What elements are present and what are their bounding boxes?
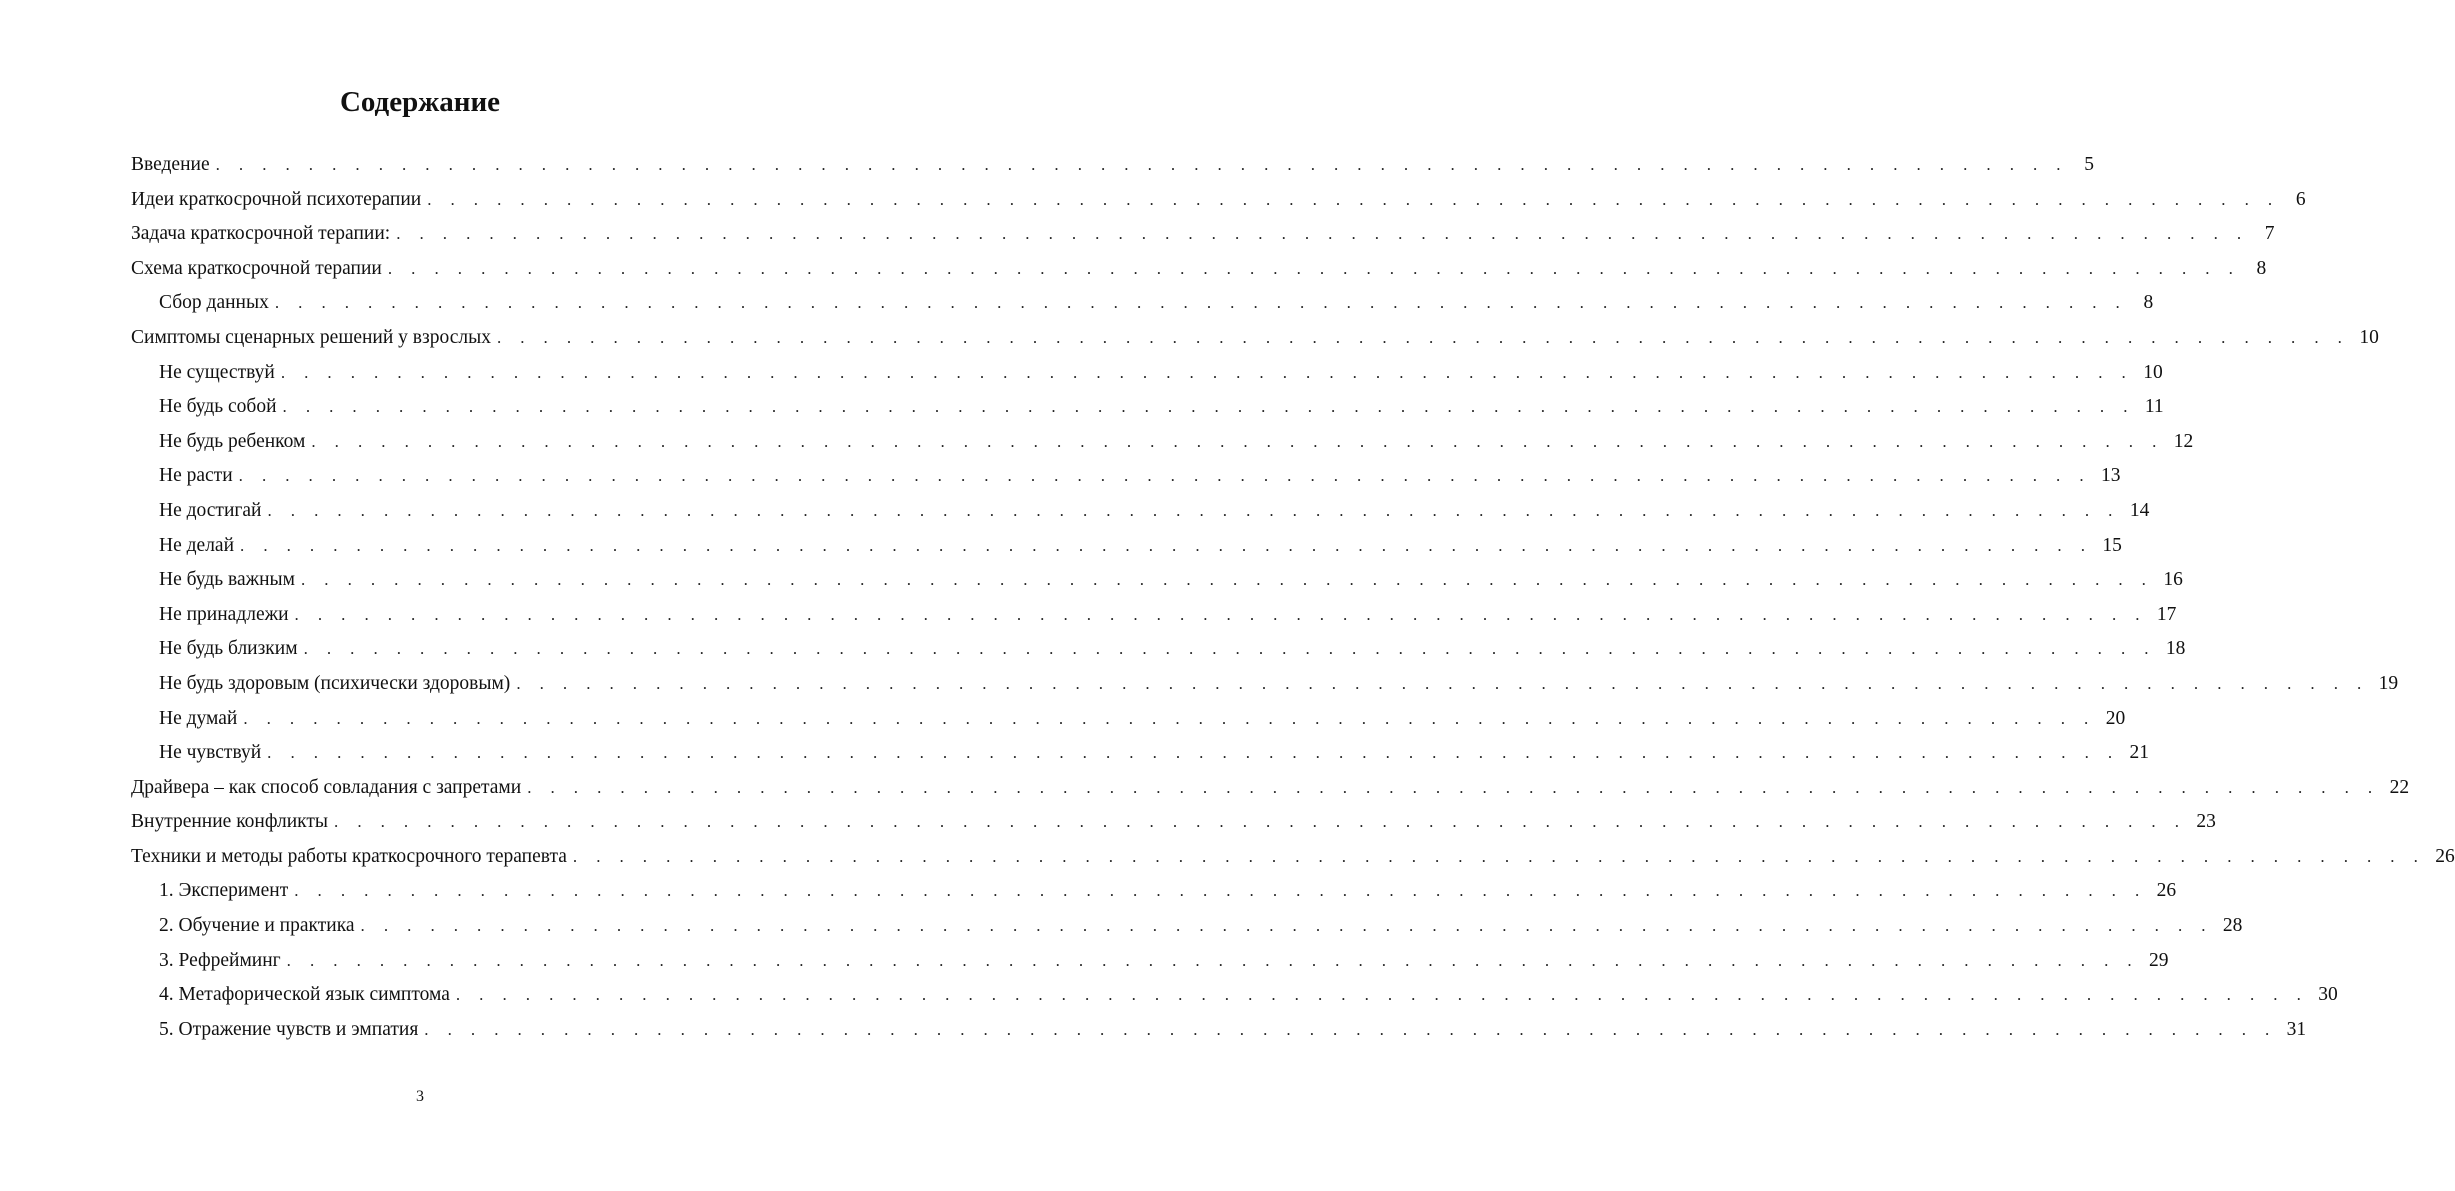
toc-entry[interactable] — [131, 286, 2154, 321]
toc-entry-label: 5. Отражение чувств и эмпатия — [159, 1018, 419, 1040]
toc-entry[interactable] — [131, 356, 2163, 391]
toc-entry-page: 16 — [2163, 569, 2183, 591]
toc-entry[interactable] — [131, 148, 2094, 183]
toc-entry-label: Симптомы сценарных решений у взрослых — [131, 326, 491, 348]
toc-entry-label: Не существуй — [159, 361, 275, 383]
toc-dot-leader: . . . . . . . . . . . . . . . . . . . . . . . . . . . . . . . . . . . . . . . . . . . . . . . . . . . . . . . . . . . . . . . . . . . . . . . . . . . . . . . . — [282, 397, 2135, 417]
toc-entry[interactable] — [131, 667, 2399, 702]
toc-entry[interactable] — [131, 321, 2379, 356]
toc-entry-page: 5 — [2084, 154, 2094, 175]
toc-entry-label: Не думай — [159, 707, 238, 729]
toc-dot-leader: . . . . . . . . . . . . . . . . . . . . . . . . . . . . . . . . . . . . . . . . . . . . . . . . . . . . . . . . . . . . . . . . . . . . . . . . . . . . . . . . — [427, 189, 2280, 209]
toc-entry-label: Не чувствуй — [159, 742, 262, 764]
toc-entry-page: 22 — [2389, 776, 2410, 798]
toc-entry-page: 30 — [2318, 984, 2338, 1006]
toc-entry-label: Не будь близким — [159, 638, 298, 660]
toc-entry-page: 10 — [2143, 361, 2163, 383]
toc-dot-leader: . . . . . . . . . . . . . . . . . . . . . . . . . . . . . . . . . . . . . . . . . . . . . . . . . . . . . . . . . . . . . . . . . . . . . . . . . . . . . . . . — [280, 362, 2134, 382]
toc-entry[interactable] — [131, 805, 2216, 840]
toc-dot-leader: . . . . . . . . . . . . . . . . . . . . . . . . . . . . . . . . . . . . . . . . . . . . . . . . . . . . . . . . . . . . . . . . . . . . . . . . . . . . . . . . — [274, 293, 2128, 313]
toc-dot-leader: . . . . . . . . . . . . . . . . . . . . . . . . . . . . . . . . . . . . . . . . . . . . . . . . . . . . . . . . . . . . . . . . . . . . . . . . . . . . . . . . — [424, 1019, 2277, 1039]
toc-entry[interactable] — [131, 978, 2338, 1013]
toc-entry-page: 29 — [2149, 949, 2169, 971]
toc-dot-leader: . . . . . . . . . . . . . . . . . . . . . . . . . . . . . . . . . . . . . . . . . . . . . . . . . . . . . . . . . . . . . . . . . . . . . . . . . . . . . . . . — [496, 327, 2350, 347]
toc-dot-leader: . . . . . . . . . . . . . . . . . . . . . . . . . . . . . . . . . . . . . . . . . . . . . . . . . . . . . . . . . . . . . . . . . . . . . . . . . . . . . . . . — [516, 673, 2369, 693]
toc-entry-page: 6 — [2295, 188, 2306, 210]
toc-entry-page: 17 — [2156, 603, 2177, 625]
toc-entry-page: 14 — [2129, 499, 2150, 521]
toc-entry[interactable] — [131, 702, 2126, 737]
toc-dot-leader: . . . . . . . . . . . . . . . . . . . . . . . . . . . . . . . . . . . . . . . . . . . . . . . . . . . . . . . . . . . . . . . . . . . . . . . . . . . . . . . . — [240, 535, 2093, 555]
toc-entry[interactable] — [131, 771, 2410, 806]
toc-dot-leader: . . . . . . . . . . . . . . . . . . . . . . . . . . . . . . . . . . . . . . . . . . . . . . . . . . . . . . . . . . . . . . . . . . . . . . . . . . . . . . . . — [267, 500, 2120, 520]
toc-entry-label: Внутренние конфликты — [131, 811, 329, 833]
toc-entry[interactable] — [131, 425, 2194, 460]
toc-entry-label: Драйвера – как способ совладания с запретами — [131, 776, 522, 798]
toc-entry-page: 15 — [2102, 534, 2122, 556]
toc-entry-label: Задача краткосрочной терапии: — [131, 223, 391, 245]
toc-entry-label: Не будь собой — [159, 396, 277, 418]
toc-dot-leader: . . . . . . . . . . . . . . . . . . . . . . . . . . . . . . . . . . . . . . . . . . . . . . . . . . . . . . . . . . . . . . . . . . . . . . . . . . . . . . . . — [238, 466, 2091, 486]
toc-dot-leader: . . . . . . . . . . . . . . . . . . . . . . . . . . . . . . . . . . . . . . . . . . . . . . . . . . . . . . . . . . . . . . . . . . . . . . . . . . . . . . . . — [286, 950, 2140, 970]
toc-entry-page: 8 — [2143, 292, 2154, 314]
toc-entry-page: 7 — [2264, 223, 2275, 245]
toc-entry-label: 4. Метафорической язык симптома — [159, 984, 450, 1006]
toc-entry-page: 28 — [2222, 915, 2243, 937]
table-of-contents — [131, 148, 2455, 1047]
toc-entry-label: Не будь ребенком — [159, 430, 306, 452]
toc-dot-leader: . . . . . . . . . . . . . . . . . . . . . . . . . . . . . . . . . . . . . . . . . . . . . . . . . . . . . . . . . . . . . . . . . . . . . . . . . . . . . . . . — [294, 604, 2147, 624]
toc-dot-leader: . . . . . . . . . . . . . . . . . . . . . . . . . . . . . . . . . . . . . . . . . . . . . . . . . . . . . . . . . . . . . . . . . . . . . . . . . . . . . . . . — [527, 777, 2380, 797]
toc-entry[interactable] — [131, 736, 2150, 771]
toc-entry-label: 2. Обучение и практика — [159, 915, 355, 937]
toc-entry[interactable] — [131, 563, 2183, 598]
toc-entry-label: Не принадлежи — [159, 603, 289, 625]
toc-entry-page: 12 — [2173, 430, 2194, 452]
toc-entry-label: Не делай — [159, 534, 235, 556]
toc-entry-page: 26 — [2435, 845, 2455, 867]
toc-entry-page: 8 — [2256, 257, 2267, 279]
toc-entry[interactable] — [131, 944, 2169, 979]
toc-entry-label: 3. Рефрейминг — [159, 949, 281, 971]
toc-entry-label: Введение — [131, 154, 210, 175]
toc-entry-label: Техники и методы работы краткосрочного терапевта — [131, 845, 567, 867]
toc-dot-leader: . . . . . . . . . . . . . . . . . . . . . . . . . . . . . . . . . . . . . . . . . . . . . . . . . . . . . . . . . . . . . . . . . . . . . . . . . . . . . . . . — [455, 985, 2309, 1005]
toc-entry[interactable] — [131, 909, 2243, 944]
toc-entry[interactable] — [131, 598, 2177, 633]
toc-entry-label: Не будь здоровым (психически здоровым) — [159, 672, 511, 694]
toc-dot-leader: . . . . . . . . . . . . . . . . . . . . . . . . . . . . . . . . . . . . . . . . . . . . . . . . . . . . . . . . . . . . . . . . . . . . . . . . . . . . . . . . — [243, 708, 2096, 728]
toc-dot-leader: . . . . . . . . . . . . . . . . . . . . . . . . . . . . . . . . . . . . . . . . . . . . . . . . . . . . . . . . . . . . . . . . . . . . . . . . . . . . . . . . — [360, 916, 2213, 936]
toc-entry[interactable] — [131, 874, 2177, 909]
toc-entry-page: 31 — [2286, 1018, 2307, 1040]
toc-entry-label: Схема краткосрочной терапии — [131, 257, 382, 279]
toc-entry[interactable] — [131, 840, 2455, 875]
toc-entry-label: Идеи краткосрочной психотерапии — [131, 188, 422, 210]
toc-entry-page: 13 — [2101, 465, 2121, 487]
toc-entry-page: 21 — [2129, 742, 2150, 764]
toc-entry-page: 11 — [2144, 396, 2164, 418]
toc-entry[interactable] — [131, 390, 2164, 425]
toc-entry-page: 20 — [2105, 707, 2126, 729]
toc-dot-leader: . . . . . . . . . . . . . . . . . . . . . . . . . . . . . . . . . . . . . . . . . . . . . . . . . . . . . . . . . . . . . . . . . . . . . . . . . . . . . . . . — [267, 743, 2120, 763]
toc-dot-leader: . . . . . . . . . . . . . . . . . . . . . . . . . . . . . . . . . . . . . . . . . . . . . . . . . . . . . . . . . . . . . . . . . . . . . . . . . . . . . . . . — [303, 639, 2156, 659]
toc-dot-leader: . . . . . . . . . . . . . . . . . . . . . . . . . . . . . . . . . . . . . . . . . . . . . . . . . . . . . . . . . . . . . . . . . . . . . . . . . . . . . . . . — [572, 846, 2426, 866]
toc-entry-page: 26 — [2156, 880, 2177, 902]
toc-dot-leader: . . . . . . . . . . . . . . . . . . . . . . . . . . . . . . . . . . . . . . . . . . . . . . . . . . . . . . . . . . . . . . . . . . . . . . . . . . . . . . . . — [396, 224, 2249, 244]
toc-entry[interactable] — [131, 252, 2267, 287]
toc-entry-page: 19 — [2378, 672, 2399, 694]
toc-entry[interactable] — [131, 459, 2121, 494]
toc-dot-leader: . . . . . . . . . . . . . . . . . . . . . . . . . . . . . . . . . . . . . . . . . . . . . . . . . . . . . . . . . . . . . . . . . . . . . . . . . . . . . . . . — [334, 812, 2187, 832]
toc-entry-label: Не достигай — [159, 499, 262, 521]
toc-dot-leader: . . . . . . . . . . . . . . . . . . . . . . . . . . . . . . . . . . . . . . . . . . . . . . . . . . . . . . . . . . . . . . . . . . . . . . . . . . . . . . . . — [300, 570, 2154, 590]
toc-entry-label: Не расти — [159, 465, 233, 487]
toc-entry-label: 1. Эксперимент — [159, 880, 289, 902]
page-title: Содержание — [339, 86, 501, 118]
toc-entry[interactable] — [131, 494, 2150, 529]
toc-dot-leader: . . . . . . . . . . . . . . . . . . . . . . . . . . . . . . . . . . . . . . . . . . . . . . . . . . . . . . . . . . . . . . . . . . . . . . . . . . . . . . . . — [294, 881, 2147, 901]
toc-entry[interactable] — [131, 183, 2306, 218]
toc-dot-leader: . . . . . . . . . . . . . . . . . . . . . . . . . . . . . . . . . . . . . . . . . . . . . . . . . . . . . . . . . . . . . . . . . . . . . . . . . . . . . . . . — [311, 431, 2164, 451]
page-number: 3 — [416, 1088, 424, 1105]
toc-entry-page: 10 — [2359, 326, 2379, 348]
toc-dot-leader: . . . . . . . . . . . . . . . . . . . . . . . . . . . . . . . . . . . . . . . . . . . . . . . . . . . . . . . . . . . . . . . . . . . . . . . . . . . . . . . . — [215, 155, 2068, 174]
toc-entry-page: 18 — [2165, 638, 2186, 660]
toc-dot-leader: . . . . . . . . . . . . . . . . . . . . . . . . . . . . . . . . . . . . . . . . . . . . . . . . . . . . . . . . . . . . . . . . . . . . . . . . . . . . . . . . — [387, 258, 2241, 278]
toc-entry-label: Сбор данных — [159, 292, 269, 314]
toc-entry[interactable] — [131, 217, 2275, 252]
toc-entry[interactable] — [131, 632, 2186, 667]
toc-entry[interactable] — [131, 529, 2122, 564]
toc-entry-page: 23 — [2196, 811, 2216, 833]
toc-entry[interactable] — [131, 1013, 2307, 1048]
toc-entry-label: Не будь важным — [159, 569, 295, 591]
